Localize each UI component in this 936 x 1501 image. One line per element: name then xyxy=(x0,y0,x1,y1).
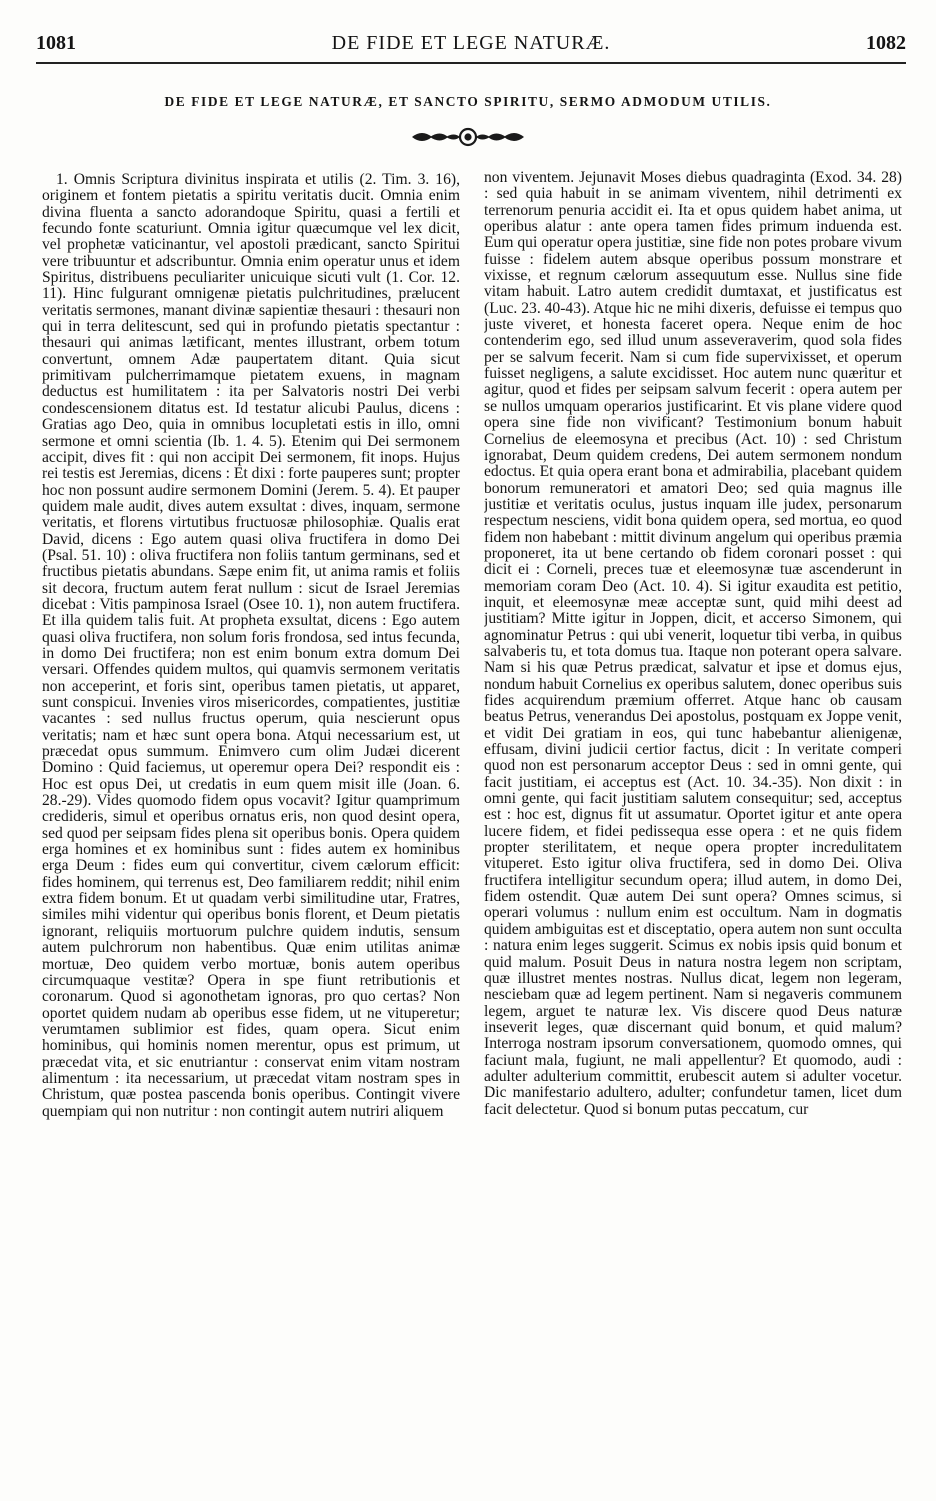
page-header xyxy=(36,28,906,58)
page-number-right: 1082 xyxy=(866,32,906,54)
right-column xyxy=(484,170,902,1488)
left-column-text: 1. Omnis Scriptura divinitus inspirata et utilis (2. Tim. 3. 16), originem et fontem pietatis a spiritu veritatis ducit. Omnia enim divina fluenta a sancto adorandoque Spiritu, quasi a fertili et fecundo fonte scaturiunt. Omnia igitur quæcumque vel lex dicit, vel prophetæ vaticinantur, vel apostoli prædicant, sancto Spiritui vere tribuuntur et adscribuntur. Omnia enim operatur unus et idem Spiritus, distribuens peculiariter unicuique sicuti vult (1. Cor. 12. 11). Hinc fulgurant omnigenæ pietatis pulchritudines, prælucent veritatis sermones, manant divinæ sapientiæ thesauri : thesauri non qui in terra delitescunt, sed qui in profundo pietatis spectantur : thesauri qui animas lætificant, mentes illustrant, orbem totum convertunt, omnem Adæ paupertatem ditant. Quia sicut primitivam pulcherrimamque pietatem exuens, in magnam deductus est humilitatem : ita per Salvatoris nostri Dei verbi condescensionem ditatus est. Id testatur alicubi Paulus, dicens : Gratias ago Deo, quia in omnibus locupletati estis in illo, omni sermone et omni scientia (Ib. 1. 4. 5). Etenim qui Dei sermonem accipit, dives fit : qui non accipit Dei sermonem, fit inops. Hujus rei testis est Jeremias, dicens : Et dixi : forte pauperes sunt; propter hoc non possunt audire sermonem Domini (Jerem. 5. 4). Et pauper quidem male audit, dives autem exsultat : dives, inquam, sermone veritatis, et florens virtutibus fructuosæ philosophiæ. Qualis erat David, dicens : Ego autem quasi oliva fructifera in domo Dei (Psal. 51. 10) : oliva fructifera non foliis tantum germinans, sed et fructibus pietatis abundans. Sæpe enim fit, ut anima ramis et foliis sit decora, fructum autem ferat nullum : sicut de Israel Jeremias dicebat : Vitis pampinosa Israel (Osee 10. 1), non autem fructifera. Et illa quidem talis fuit. At propheta exsultat, dicens : Ego autem quasi oliva fructifera, non solum foris frondosa, sed intus fecunda, in domo Dei fructifera; non est enim bonum extra domum Dei versari. Offendes quidem multos, qui quamvis sermonem veritatis non acceperint, et foris sint, operibus tamen pietatis, ut apparet, sunt conspicui. Invenies viros misericordes, compatientes, justitiæ vacantes : sed nullus fructus operum, quia nescierunt opus veritatis; nam et hæc sunt opera bona. Atqui necessarium est, ut præcedat opus summum. Enimvero cum olim Judæi dicerent Domino : Quid faciemus, ut operemur opera Dei? respondit eis : Hoc est opus Dei, ut credatis in eum quem misit ille (Joan. 6. 28.-29). Vides quomodo fidem opus vocavit? Igitur quamprimum credideris, simul et operibus ornatus eris, non quod desint opera, sed quod per seipsam fides plena sit operibus bonis. Opera quidem erga homines et ex hominibus sunt : fides autem ex hominibus erga Deum : fides eum qui convertitur, civem cælorum efficit: fides hominem, qui terrenus est, Deo familiarem reddit; nihil enim extra fidem bonum. Et ut quadam verbi similitudine utar, Fratres, similes mihi videntur qui operibus bonis florent, et Deum pietatis ignorant, reliquiis mortuorum pulchre quidem indutis, sensum autem pulchrorum non habentibus. Quæ enim utilitas animæ mortuæ, Deo quidem verbo mortuæ, bonis autem operibus circumquaque vestitæ? Opera in spe fiunt retributionis et coronarum. Quod si agonothetam ignoras, pro quo certas? Non oportet quidem nudam ab operibus esse fidem, ut ne vituperetur; verumtamen sublimior est fides, quam opera. Sicut enim hominibus, qui hominis nomen merentur, opus est primum, ut præcedat vita, et sic enutriantur : conservat enim vitam nostram alimentum : ita necessarium, ut præcedat vitam nostram spes in Christum, quæ postea pascenda bonis operibus. Contingit vivere quempiam qui non nutritur : non contingit autem nutriri aliquem xyxy=(42,172,460,1120)
header-rule xyxy=(36,62,906,64)
running-title: DE FIDE ET LEGE NATURÆ. xyxy=(331,32,611,54)
left-column xyxy=(42,172,460,1490)
sermon-title: DE FIDE ET LEGE NATURÆ, ET SANCTO SPIRITU, SERMO ADMODUM UTILIS. xyxy=(164,94,772,109)
right-column-text: non viventem. Jejunavit Moses diebus quadraginta (Exod. 34. 28) : sed quia habuit in se animam viventem, nihil detrimenti ex terrenorum penuria accidit ei. Ita et opus quidem habet anima, ut operibus alatur : ante opera tamen fides primum induenda est. Eum qui operatur opera justitiæ, sine fide non potes probare vivum fuisse : fidelem autem absque operibus possum monstrare et vixisse, et regnum cælorum assequutum esse. Nullus sine fide vitam habuit. Latro autem credidit dumtaxat, et justificatus est (Luc. 23. 40-43). Atque hic ne mihi dixeris, defuisse ei tempus quo juste viveret, et honesta faceret opera. Neque enim de hoc contenderim ego, sed illud unum asseveraverim, quod sola fides per se salvum fecerit. Nam si cum fide supervixisset, et operum fuisset negligens, a salute excidisset. Hoc autem nunc quæritur et agitur, quod et fides per seipsam salvum fecerit : opera autem per se nullos umquam operarios justificarint. Et vis plane videre quod opera sine fide non vivificant? Testimonium bonum habuit Cornelius de eleemosyna et precibus (Act. 10) : sed Christum ignorabat, Deum quidem credens, Dei autem sermonem nondum edoctus. Et quia opera erant bona et admirabilia, placebant quidem bonorum remuneratori et amatori Deo; sed quia magnus ille justitiæ et veritatis oculus, justus inquam ille judex, personarum respectum nesciens, vidit bona quidem opera, sed mortua, eo quod fidem non habebant : mittit divinum angelum qui operibus præmia proponeret, ita ut bene certando ob fidem coronari posset : qui dicit ei : Corneli, preces tuæ et eleemosynæ tuæ ascenderunt in memoriam coram Deo (Act. 10. 4). Si igitur exaudita est petitio, inquit, et eleemosynæ meæ acceptæ sunt, quid mihi deest ad justitiam? Mitte igitur in Joppen, dicit, et accerso Simonem, qui agnominatur Petrus : qui ubi venerit, loquetur tibi verba, in quibus salvaberis tu, et tota domus tua. Itaque non poterant opera salvare. Nam si his quæ Petrus prædicat, salvatur et ipse et domus ejus, nondum habuit Cornelius ex operibus salutem, donec operibus suis fides acquirendum præmium offerret. Atque hanc ob causam beatus Petrus, venerandus Dei apostolus, postquam ex Joppe venit, et vidit Dei gratiam in eos, qui tunc habebantur alienigenæ, effusam, divini judicii certior factus, dicit : In veritate comperi quod non est personarum acceptor Deus : sed in omni gente, qui facit justitiam, ei acceptus est (Act. 10. 34.-35). Non dixit : in omni gente, qui facit justitiam salutem consequitur; sed, acceptus est : hoc est, dignus fit ut assumatur. Oportet igitur et ante opera lucere fidem, et fidei pedissequa esse opera : et ne quis fidem propter sterilitatem, et neque opera propter incredulitatem vituperet. Esto igitur oliva fructifera, sed in domo Dei. Oliva fructifera intelligitur secundum opera; illud autem, in domo Dei, fidem ostendit. Quæ autem Dei sunt opera? Omnes scimus, si operari volumus : nullum enim est occultum. Nam in dogmatis quidem ambiguitas est et disceptatio, opera autem non sunt occulta : natura enim leges suggerit. Scimus ex nobis ipsis quid bonum et quid malum. Posuit Deus in natura nostra legem non scriptam, quæ illustret mentes nostras. Nullus dicat, legem non legeram, nesciebam quæ ad legem pertinent. Nam si negaveris communem legem, arguet te naturæ lex. Vis discere quod Deus naturæ inseverit leges, quæ discernant quid bonum, et quid malum? Interroga nostram ipsorum conversationem, quomodo omnes, qui faciunt mala, fugiunt, ne mali appellentur? Et quomodo, audi : adulter adulterium committit, erubescit autem si adulter vocetur. Dic manifestario adultero, adulter; confundetur tamen, licet dum facit delectetur. Quod si bonum putas peccatum, cur xyxy=(484,170,902,1118)
floral-ornament-icon xyxy=(0,126,936,150)
page-number-left: 1081 xyxy=(36,32,76,54)
